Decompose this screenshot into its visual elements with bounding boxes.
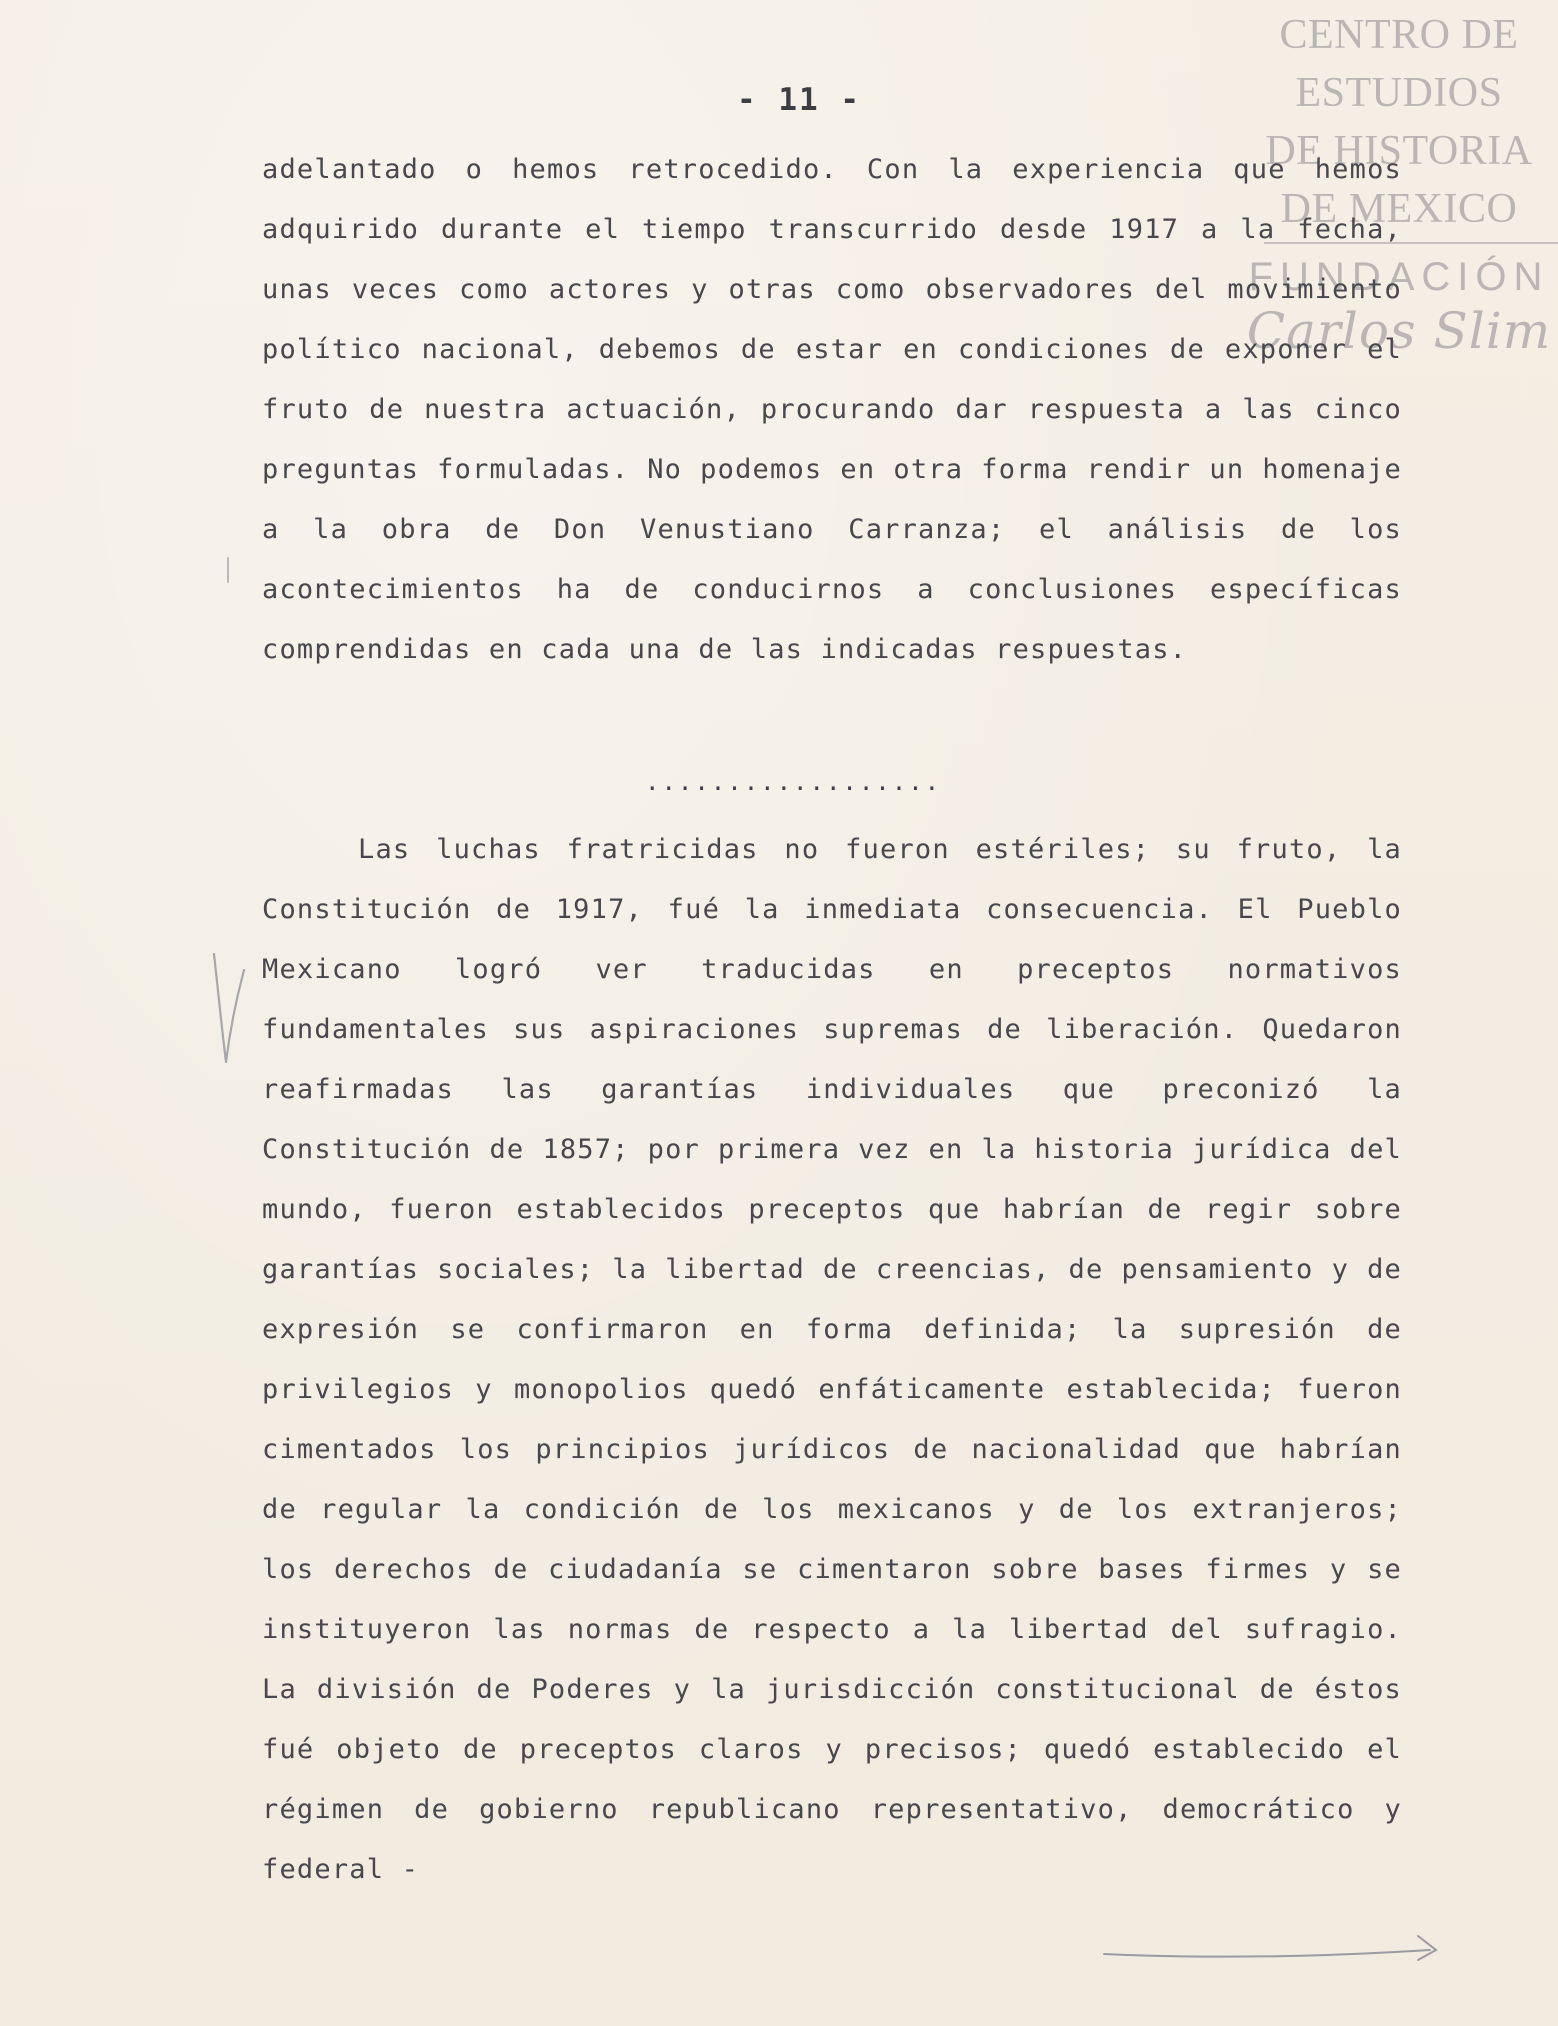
paragraph-continuation: adelantado o hemos retrocedido. Con la experiencia que hemos adquirido durante el tiempo transcurrido desde 1917 a la fecha, unas veces como actores y otras como observadores del movimiento político nacional, debemos de estar en condiciones de exponer el fruto de nuestra actuación, procurando dar respuesta a las cinco preguntas formuladas. No podemos en otra forma rendir un homenaje a la obra de Don Venustiano Carranza; el análisis de los acontecimientos ha de conducirnos a conclusiones específicas comprendidas en cada una de las indicadas respuestas.	[262, 154, 1402, 665]
watermark-line-2: ESTUDIOS	[1295, 70, 1503, 116]
watermark-signature: Carlos Slim	[1246, 302, 1552, 360]
handwritten-underline-arrow-icon	[1100, 1924, 1480, 1964]
handwritten-margin-check-icon	[196, 950, 256, 1070]
handwritten-margin-tick-icon	[222, 556, 234, 586]
watermark-line-3: DE HISTORIA	[1265, 128, 1533, 174]
watermark-line-4: DE MEXICO	[1280, 186, 1518, 232]
paragraph-constitution: Las luchas fratricidas no fueron estériles; su fruto, la Constitución de 1917, fué la inmediata consecuencia. El Pueblo Mexicano logró ver traducidas en preceptos normativos fundamentales sus aspiraciones supremas de liberación. Quedaron reafirmadas las garantías individuales que preconizó la Constitución de 1857; por primera vez en la historia jurídica del mundo, fueron establecidos preceptos que habrían de regir sobre garantías sociales; la libertad de creencias, de pensamiento y de expresión se confirmaron en forma definida; la supresión de privilegios y monopolios quedó enfáticamente establecida; fueron cimentados los principios jurídicos de nacionalidad que habrían de regular la condición de los mexicanos y de los extranjeros; los derechos de ciudadanía se cimentaron sobre bases firmes y se instituyeron las normas de respecto a la libertad del sufragio. La división de Poderes y la jurisdicción constitucional de éstos fué objeto de preceptos claros y precisos; quedó establecido el régimen de gobierno republicano representativo, democrático y federal -	[262, 834, 1402, 1885]
section-divider: ..................	[645, 768, 942, 796]
watermark-foundation: FUNDACIÓN	[1248, 255, 1550, 299]
watermark-line-1: CENTRO DE	[1279, 12, 1519, 58]
page-number: - 11 -	[737, 82, 861, 118]
